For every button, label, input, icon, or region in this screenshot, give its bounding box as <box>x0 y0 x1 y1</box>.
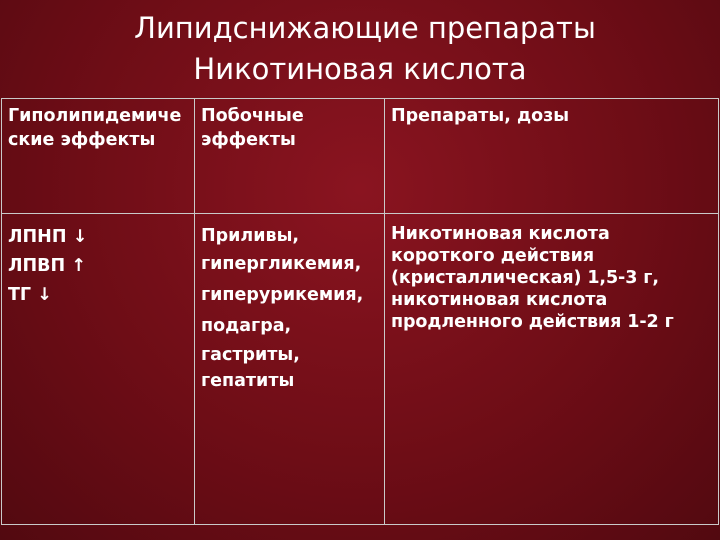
cell-effects <box>2 214 195 525</box>
title-line-2: Никотиновая кислота <box>193 52 527 86</box>
side-effect-item: гастриты, <box>201 345 300 365</box>
header-side-effects: Побочные эффекты <box>195 99 385 214</box>
effect-hdl: ЛПВП ↑ <box>8 256 86 276</box>
side-effect-item: гипергликемия, <box>201 254 362 274</box>
table-header-row <box>2 99 719 214</box>
title-line-1: Липидснижающие препараты <box>134 11 596 45</box>
effect-tg: ТГ ↓ <box>8 285 52 305</box>
drug-line: продленного действия 1-2 г <box>391 312 674 332</box>
cell-side-effects <box>195 214 385 525</box>
table-row <box>2 214 719 525</box>
effect-ldl: ЛПНП ↓ <box>8 227 88 247</box>
lipid-drugs-table <box>1 98 719 525</box>
side-effect-item: гиперурикемия, <box>201 285 364 305</box>
side-effect-item: подагра, <box>201 316 292 336</box>
header-drugs-doses: Препараты, дозы <box>385 99 719 214</box>
header-hypolipidemic-effects: Гиполипидемиче ские эффекты <box>2 99 195 214</box>
slide-title <box>0 8 720 90</box>
drug-line: (кристаллическая) 1,5-3 г, <box>391 268 659 288</box>
drug-line: короткого действия <box>391 246 595 266</box>
side-effect-item: Приливы, <box>201 226 300 246</box>
cell-drugs-doses <box>385 214 719 525</box>
drug-line: никотиновая кислота <box>391 290 608 310</box>
side-effect-item: гепатиты <box>201 371 295 391</box>
drug-line: Никотиновая кислота <box>391 224 610 244</box>
